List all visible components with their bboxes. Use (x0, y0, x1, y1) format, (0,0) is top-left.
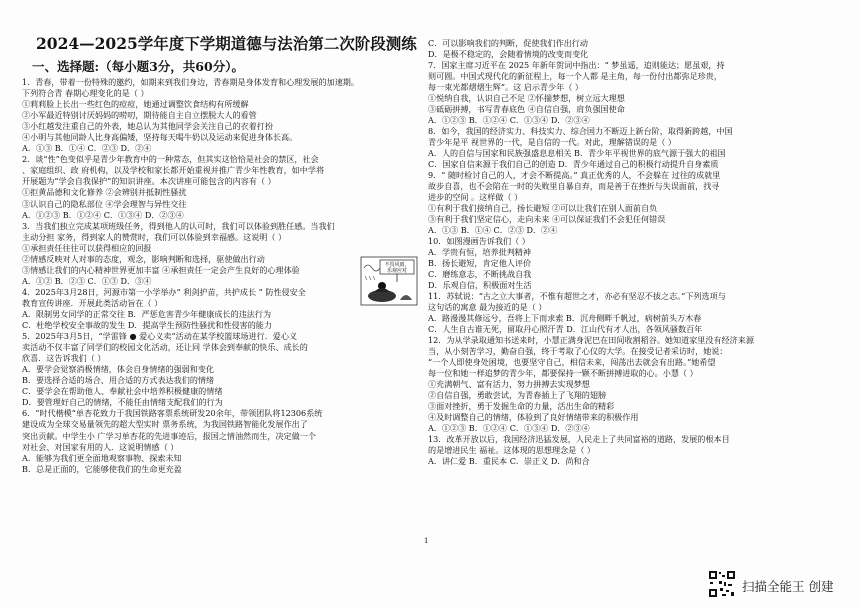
question-line: B．扬长避短，肯定他人评价 (428, 258, 532, 268)
question-line: ④及时调整自己的情绪，体验到了良好情绪带来的积极作用 (428, 412, 639, 422)
question-line: 每一束光都熠熠生辉”。这 启示青少年（ ） (428, 82, 583, 92)
question-line: ③情感让我们的内心精神世界更加丰富 ④承担责任一定会产生良好的心理体验 (22, 264, 300, 275)
question-line: A．①②③ B．①②④ C．①③④ D．②③④ (428, 115, 590, 125)
question-line: 进步的空间 。这样做（ ） (428, 192, 523, 202)
question-line: ①悦纳自我，认识自己不足 ②怀揣梦想，树立远大理想 (428, 93, 625, 103)
question-line: ①有利于我们接纳自己，扬长避短 ②可以让我们在别人面前自负 (428, 203, 658, 213)
question-line: 13．改革开放以后，我国经济迅猛发展，人民走上了共同富裕的道路，发展的根本目 (428, 434, 730, 444)
question-line: 每一位和她一样追梦的青少年，都要保持一颗不断拼搏进取的心。小慧（ ） (428, 368, 698, 378)
question-line: 8．如今，我国的经济实力、科技实力、综合国力不断迈上新台阶，取得新跨越，中国 (428, 126, 733, 136)
question-line: 当，从小刻苦学习，勤奋自强，终于考取了心仪的大学。在接受记者采访时，她说： (428, 346, 728, 356)
question-line: 5．2025年3月5日，“学雷锋 ● 爱心义卖”活动在某学校篮球场进行．爱心义 (22, 331, 298, 342)
question-line: 对社会、对国家有用的人．这说明情感（ ） (22, 441, 179, 452)
question-line: C．磨练意志，不断挑战自我 (428, 269, 532, 279)
question-line: 下列符合青 春期心理变化的是（ ） (22, 88, 149, 99)
question-line: 3．当我们独立完成某项班级任务，得到他人的认可时，我们可以体验到胜任感。当我们 (22, 220, 335, 231)
cartoon-sign-line2: 乐观应对 (386, 268, 408, 274)
question-line: 卖活动不仅丰富了同学们的校园文化活动，还让同 学体会到奉献的快乐、成长的 (22, 342, 308, 353)
left-question-lines (22, 77, 418, 475)
question-line: 建设成为全球交易量领先的超大型实时 票务系统，为我国铁路智能化发展作出了 (22, 419, 308, 430)
question-line: A．要学会觉察消极情绪，体会自身情绪的强弱和变化 (22, 364, 215, 375)
question-line: A．①②③ B．①②④ C．①③④ D．②③④ (22, 209, 184, 220)
question-line: ②小军最近特别讨厌妈妈的唠叨，期待能自主自立摆脱大人的看管 (22, 110, 257, 121)
question-line: ②自信自强，勇敢尝试，为青春插上了飞翔的翅膀 (428, 390, 607, 400)
question-line: A．①③ B．①④ C．②③ D．②④ (22, 143, 152, 154)
question-line: 这句话的寓意 最为接近的是（ ） (428, 302, 547, 312)
question-line: ③面对挫折，勇于发掘生命的力量，活出生命的精彩 (428, 401, 615, 411)
question-line: D．要管理好自己的情绪，不能任由情绪支配我们的行为 (22, 397, 223, 408)
cartoon-sign-line1: 不畏风雨， (384, 262, 410, 268)
question-line: ③砥砺拼搏，书写青春底色 ④自信自强，肩负强国使命 (428, 104, 625, 114)
question-line: A．人的自信与国家和民族强盛息息相关 B．青少年平视世界的底气源于强大的祖国 (428, 148, 726, 158)
question-line: ③小红越发注重自己的外表，她总认为其他同学会关注自己的衣着打扮 (22, 121, 273, 132)
question-line: “一个人即使身处困境，也要坚守自己，相信未来，闯荡出去就会有出路。”她希望 (428, 357, 716, 367)
question-line: 1．青春，带着一份特殊的邀约，如期来到我们身边，青春期是身体发育和心理发展的加速期。 (22, 77, 359, 87)
question-line: 11．苏轼说：“古之立大事者，不惟有超世之才，亦必有坚忍不拔之志。”下列选项与 (428, 291, 726, 301)
question-line: C．杜绝学校安全事故的发生 D．提高学生预防性骚扰和性侵害的能力 (22, 320, 272, 331)
qr-code-icon (708, 570, 736, 598)
question-line: B．总是正面的，它能够使我们的生命更充盈 (22, 463, 182, 474)
question-line: A．能够为我们更全面地观察事物、探索未知 (22, 452, 182, 463)
question-line: A．①③ B．①④ C．②③ D．②④ (428, 225, 558, 235)
right-question-lines (428, 38, 846, 467)
section-heading: 一、选择题:（每小题3分，共60分）。 (32, 59, 244, 74)
question-line: D．是极不稳定的，会随着情境的改变而变化 (428, 49, 589, 59)
question-line: ③有利于我们坚定信心，走向未来 ④可以保证我们不会犯任何错误 (428, 214, 666, 224)
question-line: B．要选择合适的场合、用合适的方式表达我们的情绪 (22, 375, 215, 386)
question-line: D．乐观自信，积极面对生活 (428, 280, 532, 290)
question-line: 欣喜．这告诉我们（ ） (22, 353, 106, 364)
exam-title: 2024—2025学年度下学期道德与法治第二次阶段测练 (36, 34, 417, 53)
question-line: 突出贡献。中学生小 广学习单杏花的先进事迹后，报国之情油然而生，决定做一个 (22, 430, 316, 441)
question-line: 、家庭组织、政 府机构，以及学校和家长都开始重视并推广青少年性教育，如中学将 (22, 165, 325, 176)
scanner-brand-text: 扫描全能王 创建 (742, 579, 834, 594)
right-column (428, 0, 846, 467)
question-line: 故步自喜，也不会陷在一时的失败里自暴自弃，而是善于在挫折与失误面前，找寻 (428, 181, 720, 191)
cartoon-illustration (360, 256, 418, 306)
question-line: 9．“ 随时检讨自己的人，才会不断提高。” 真正优秀的人，不会躲在 过往的成就里 (428, 170, 721, 180)
question-line: ②情感反映对人对事的态度，观念，影响判断和选择，驱使做出行动 (22, 253, 265, 264)
question-line: ④小明与其他同龄人比身高偏矮，坚持每天喝牛奶以及运动来促进身体长高。 (22, 132, 298, 143)
question-line: 青少年是平 视世界的一代，是自信的一代。对此，理解错误的是（ ） (428, 137, 676, 147)
question-line: 开展题为“学会自我保护”的知识讲座。本次讲座可能包含的内容有（ ） (22, 176, 276, 187)
question-line: A．①②③ B．①②④ C．①③④ D．②③④ (428, 423, 590, 433)
question-line: 的是增进民生 福祉。这体现的思想理念是（ ） (428, 445, 596, 455)
question-line: A．讲仁爱 B．重民本 C．崇正义 D．尚和合 (428, 456, 590, 466)
question-line: 6．“时代楷模”单杏花致力于我国铁路客票系统研发20余年，带领团队将12306系统 (22, 408, 323, 419)
question-line: A．路漫漫其修远兮，吾将上下而求索 B．沉舟侧畔千帆过，病树前头万木春 (428, 313, 702, 323)
question-line: 教育宣传讲座．开展此类活动旨在（ ） (22, 297, 163, 308)
question-line: ③认识自己的隐私部位 ④学会理智与异性交往 (22, 198, 187, 209)
question-line: 则可圆。中国式现代化的新征程上，每一个人都 是主角，每一份付出都弥足珍贵， (428, 71, 722, 81)
question-line: 7．国家主席习近平在 2025 年新年贺词中指出：“ 梦虽遥，追则能达；愿虽艰，持 (428, 60, 725, 70)
question-line: 主动分担 家务，得到家人的赞赏时，我们可以体验到幸福感。这说明（ ） (22, 231, 287, 242)
question-line: 10．如图漫画告诉我们（ ） (428, 236, 530, 246)
question-line: A．①② B．②③ C．①③ D．③④ (22, 275, 152, 286)
question-line: ①承担责任往往可以获得相应的回报 (22, 242, 152, 253)
question-line: C．要学会在帮助他人、奉献社会中培养积极健康的情绪 (22, 386, 223, 397)
scanner-watermark (708, 570, 848, 600)
page-number: 1 (424, 537, 429, 545)
question-line: A．限制男女同学的正常交往 B．严惩危害青少年健康成长的违法行为 (22, 308, 272, 319)
question-line: ①莉莉脸上长出一些红色的痘痘，她通过调整饮食结构有所缓解 (22, 99, 249, 110)
question-line: C．可以影响我们的判断，促使我们作出行动 (428, 38, 588, 48)
question-line: 12．为从学录取通知书送来时，小慧正满身泥巴在田间收割稻谷。她知道家里没有经济来源 (428, 335, 754, 345)
question-line: ①充满朝气、富有活力，努力拼搏去实现梦想 (428, 379, 590, 389)
question-line: C．国家自信来源于我们自己的创造 D．青少年通过自己的积极行动提升自身素质 (428, 159, 719, 169)
question-line: C．人生自古谁无死，留取丹心照汗青 D．江山代有才人出，各领风骚数百年 (428, 324, 703, 334)
question-line: ①拒黄品德和文化修养 ②会辨别并抵制性骚扰 (22, 187, 187, 198)
left-column (22, 0, 418, 475)
question-line: A．学贵有恒，培养批判精神 (428, 247, 531, 257)
question-line: 2．谈“性”色变似乎是青少年教育中的一种常态，但其实这恰恰是社会的禁区，社会 (22, 154, 319, 165)
question-line: 4．2025年3月28日，河源市第一小学举办“ 利剑护苗，共护成长 ” 防性侵安全 (22, 286, 306, 297)
